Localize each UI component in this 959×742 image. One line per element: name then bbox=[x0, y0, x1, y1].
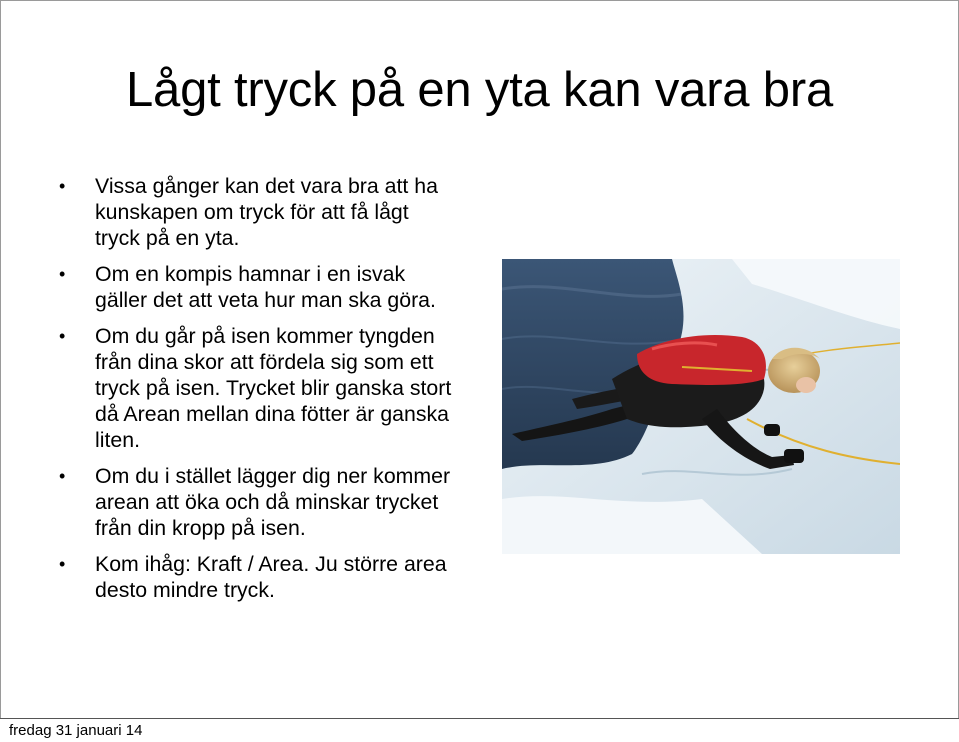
bullet-list bbox=[59, 173, 459, 613]
bullet-icon: • bbox=[59, 554, 66, 574]
bullet-icon: • bbox=[59, 176, 66, 196]
bullet-text: Om du går på isen kommer tyngden från dina skor att fördela sig som ett tryck på isen. Trycket blir ganska stort då Arean mellan dina fötter är ganska liten. bbox=[95, 324, 452, 452]
bullet-text: Kom ihåg: Kraft / Area. Ju större area desto mindre tryck. bbox=[95, 552, 447, 602]
slide-title: Lågt tryck på en yta kan vara bra bbox=[125, 63, 833, 117]
bullet-icon: • bbox=[59, 326, 66, 346]
ice-rescue-photo bbox=[502, 259, 900, 554]
bullet-text: Om du i stället lägger dig ner kommer arean att öka och då minskar trycket från din kropp på isen. bbox=[95, 464, 451, 540]
bullet-item bbox=[59, 463, 459, 541]
bullet-item bbox=[59, 173, 459, 251]
bullet-item bbox=[59, 323, 459, 453]
bullet-text: Vissa gånger kan det vara bra att ha kunskapen om tryck för att få lågt tryck på en yta. bbox=[95, 174, 438, 250]
bullet-text: Om en kompis hamnar i en isvak gäller det att veta hur man ska göra. bbox=[95, 262, 436, 312]
bullet-item bbox=[59, 551, 459, 603]
footer-divider bbox=[0, 718, 959, 719]
bullet-icon: • bbox=[59, 264, 66, 284]
footer-date: fredag 31 januari 14 bbox=[9, 722, 143, 739]
bullet-item bbox=[59, 261, 459, 313]
bullet-icon: • bbox=[59, 466, 66, 486]
